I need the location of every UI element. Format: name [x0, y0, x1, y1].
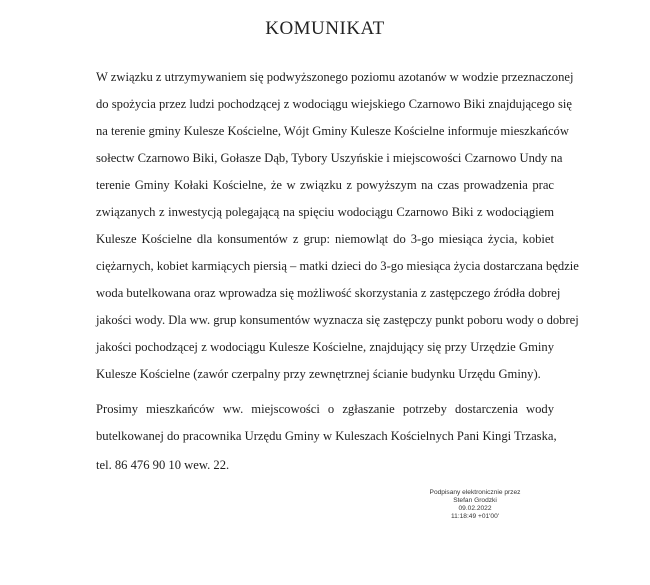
text-line: sołectw Czarnowo Biki, Gołasze Dąb, Tybory Uszyńskie i miejscowości Czarnowo Undy na [96, 151, 563, 165]
text-line: Prosimy mieszkańców ww. miejscowości o zgłaszanie potrzeby dostarczenia wody [96, 402, 554, 416]
text-line: Kulesze Kościelne dla konsumentów z grup: niemowląt do 3-go miesiąca życia, kobiet [96, 232, 554, 246]
text-line: związanych z inwestycją polegającą na spięciu wodociągu Czarnowo Biki z wodociągiem [96, 205, 554, 219]
text-line: butelkowanej do pracownika Urzędu Gminy w Kuleszach Kościelnych Pani Kingi Trzaska, [96, 429, 557, 443]
electronic-signature [410, 489, 540, 521]
text-line: Kulesze Kościelne (zawór czerpalny przy zewnętrznej ścianie budynku Urzędu Gminy). [96, 367, 541, 381]
signature-time: 11:18:49 +01'00' [450, 513, 500, 520]
phone-line: tel. 86 476 90 10 wew. 22. [96, 458, 230, 472]
signer-name: Stefan Grodzki [453, 497, 497, 504]
text-line: W związku z utrzymywaniem się podwyższonego poziomu azotanów w wodzie przeznaczonej [96, 70, 574, 84]
text-line: jakości pochodzącej z wodociągu Kulesze Kościelne, znajdujący się przy Urzędzie Gminy [96, 340, 554, 354]
signature-date: 09.02.2022 [458, 505, 492, 512]
text-line: jakości wody. Dla ww. grup konsumentów wyznacza się zastępczy punkt poboru wody o dobrej [96, 313, 579, 327]
text-line: na terenie gminy Kulesze Kościelne, Wójt Gminy Kulesze Kościelne informuje mieszkańców [96, 124, 569, 138]
text-line: do spożycia przez ludzi pochodzącej z wodociągu wiejskiego Czarnowo Biki znajdującego się [96, 97, 572, 111]
document-title: KOMUNIKAT [265, 18, 385, 39]
text-line: woda butelkowana oraz wprowadza się możliwość skorzystania z zastępczego źródła dobrej [96, 286, 561, 300]
text-line: terenie Gminy Kołaki Kościelne, że w związku z powyższym na czas prowadzenia prac [96, 178, 554, 192]
signature-label: Podpisany elektronicznie przez [429, 489, 521, 496]
text-line: ciężarnych, kobiet karmiących piersią – matki dzieci do 3-go miesiąca życia dostarczana będzie [96, 259, 579, 273]
